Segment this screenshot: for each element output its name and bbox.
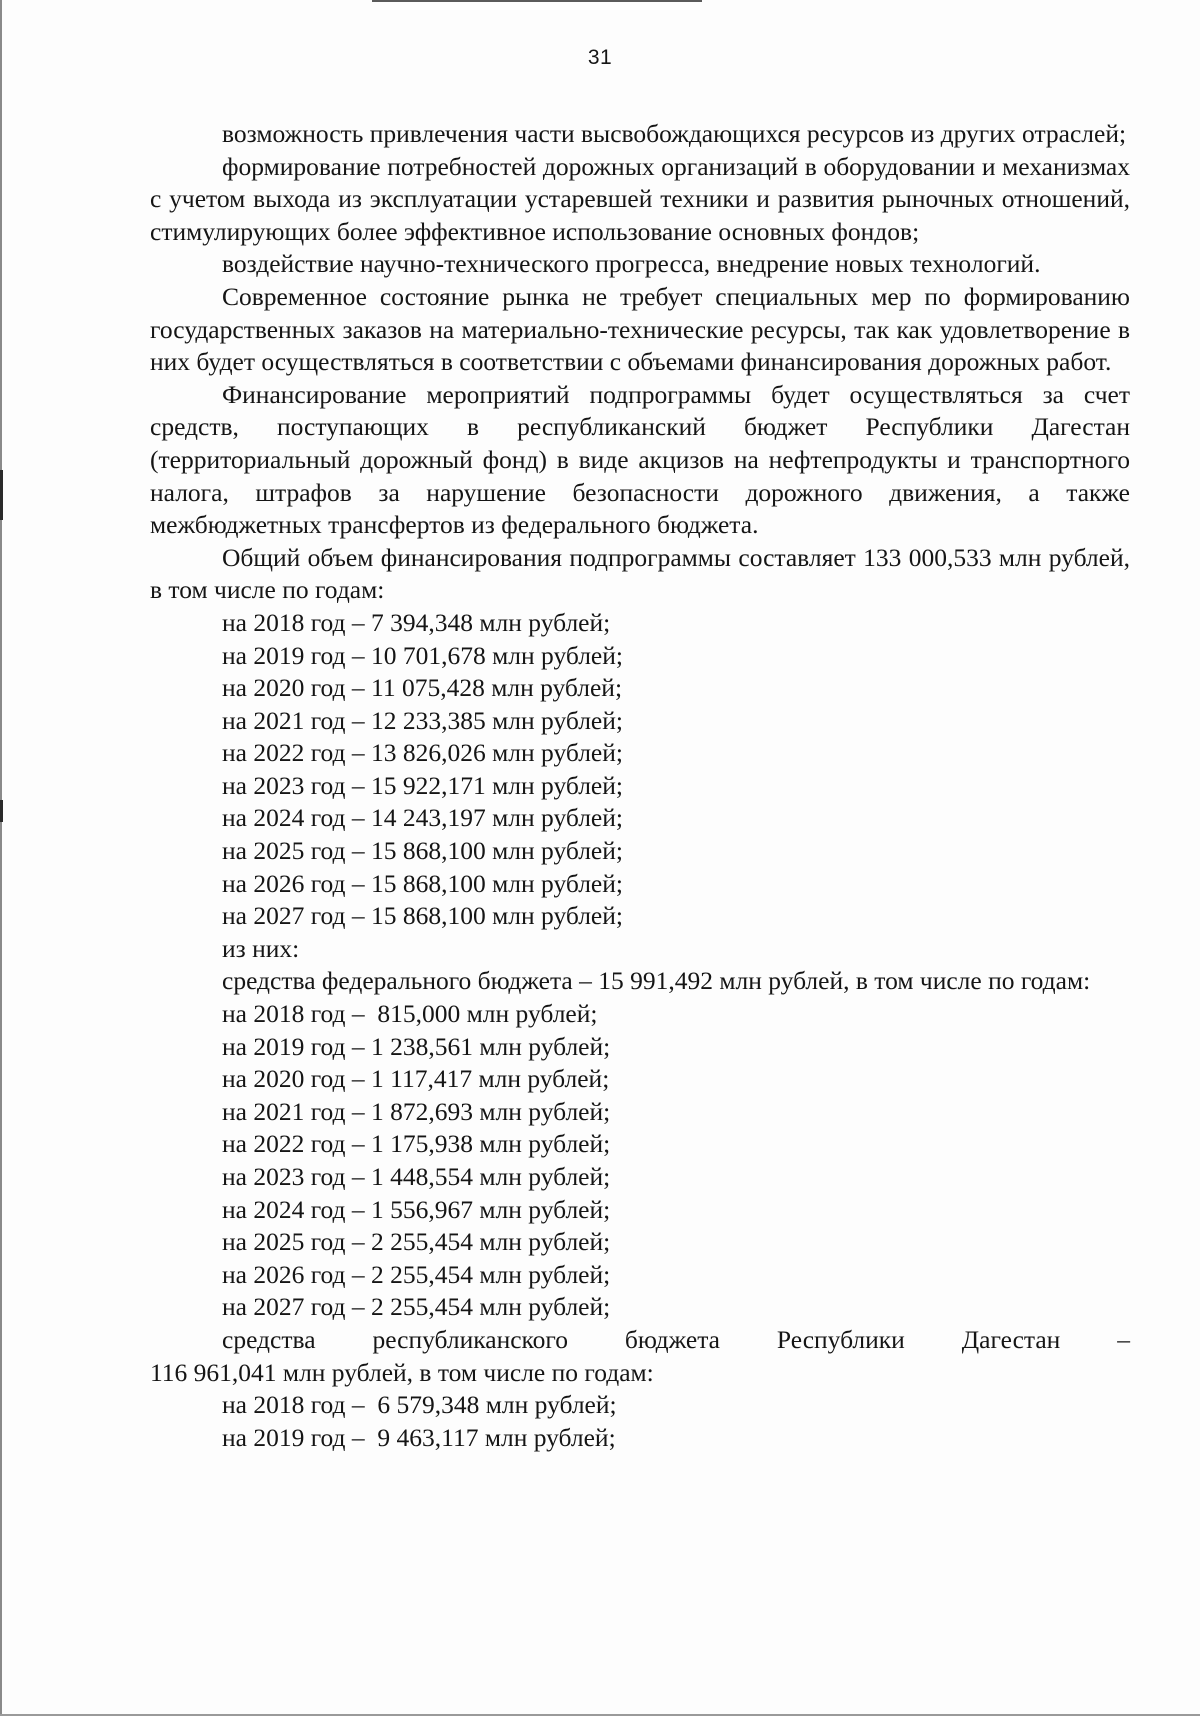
paragraph-financing-sources: Финансирование мероприятий подпрограммы будет осуществляться за счет средств, поступающих в республиканский бюджет Республики Дагестан (территориальный дорожный фонд) в виде акцизов на нефтепродукты и транспортного налога, штрафов за нарушение безопасности дорожного движения, а также межбюджетных трансфертов из федерального бюджета. <box>150 379 1130 540</box>
republic-budget-intro <box>150 1324 1130 1357</box>
federal-by-year-list <box>150 998 1130 1324</box>
list-item: на 2021 год – 12 233,385 млн рублей; <box>222 705 623 735</box>
republic-by-year-list <box>150 1389 1130 1454</box>
list-item: на 2026 год – 2 255,454 млн рублей; <box>222 1259 611 1289</box>
republic-budget-amount: 116 961,041 млн рублей, в том числе по годам: <box>150 1357 654 1387</box>
intro-word: средства <box>222 1324 316 1354</box>
list-item: на 2018 год – 6 579,348 млн рублей; <box>222 1390 617 1420</box>
list-item: на 2019 год – 1 238,561 млн рублей; <box>222 1031 611 1061</box>
list-item: на 2018 год – 7 394,348 млн рублей; <box>222 607 611 637</box>
list-item: на 2019 год – 9 463,117 млн рублей; <box>222 1422 616 1452</box>
page-number: 31 <box>587 46 613 69</box>
list-item: на 2023 год – 1 448,554 млн рублей; <box>222 1162 611 1191</box>
list-item: на 2019 год – 10 701,678 млн рублей; <box>222 640 623 670</box>
document-body <box>150 118 1130 1454</box>
paragraph-resources: возможность привлечения части высвобождающихся ресурсов из других отраслей; <box>222 119 1127 148</box>
list-item: на 2024 год – 1 556,967 млн рублей; <box>222 1194 611 1224</box>
paragraph-technical-progress: воздействие научно-технического прогресса, внедрение новых технологий. <box>222 249 1041 279</box>
intro-word: – <box>1117 1324 1130 1354</box>
of-which-label: из них: <box>222 933 300 963</box>
paragraph-total-financing: Общий объем финансирования подпрограммы составляет 133 000,533 млн рублей, в том числе по годам: <box>150 542 1130 605</box>
list-item: на 2025 год – 2 255,454 млн рублей; <box>222 1227 611 1257</box>
list-item: на 2020 год – 1 117,417 млн рублей; <box>222 1064 610 1094</box>
list-item: на 2027 год – 15 868,100 млн рублей; <box>222 901 623 931</box>
list-item: на 2024 год – 14 243,197 млн рублей; <box>222 803 623 833</box>
total-by-year-list <box>150 607 1130 933</box>
left-scan-mark <box>0 800 3 822</box>
list-item: на 2018 год – 815,000 млн рублей; <box>222 999 598 1029</box>
list-item: на 2022 год – 1 175,938 млн рублей; <box>222 1129 611 1159</box>
list-item: на 2022 год – 13 826,026 млн рублей; <box>222 738 623 768</box>
paragraph-market-state: Современное состояние рынка не требует специальных мер по формированию государственных заказов на материально-технические ресурсы, так как удовлетворение в них будет осуществляться в соответствии с объемами финансирования дорожных работ. <box>150 281 1130 377</box>
list-item: на 2021 год – 1 872,693 млн рублей; <box>222 1096 611 1126</box>
list-item: на 2026 год – 15 868,100 млн рублей; <box>222 868 623 898</box>
intro-word: Республики <box>776 1324 905 1354</box>
left-scan-mark <box>0 470 3 520</box>
list-item: на 2020 год – 11 075,428 млн рублей; <box>222 673 623 703</box>
intro-word: Дагестан <box>961 1324 1061 1354</box>
list-item: на 2025 год – 15 868,100 млн рублей; <box>222 836 623 866</box>
list-item: на 2023 год – 15 922,171 млн рублей; <box>222 770 623 800</box>
federal-budget-intro: средства федерального бюджета – 15 991,492 млн рублей, в том числе по годам: <box>222 966 1091 996</box>
paragraph-equipment-needs: формирование потребностей дорожных организаций в оборудовании и механизмах с учетом выхода из эксплуатации устаревшей техники и развития рыночных отношений, стимулирующих более эффективное использование основных фондов; <box>150 151 1130 246</box>
top-rule <box>372 0 702 2</box>
left-edge-line <box>0 0 2 1716</box>
list-item: на 2027 год – 2 255,454 млн рублей; <box>222 1292 611 1322</box>
intro-word: бюджета <box>624 1324 720 1354</box>
intro-word: республиканского <box>372 1324 568 1354</box>
